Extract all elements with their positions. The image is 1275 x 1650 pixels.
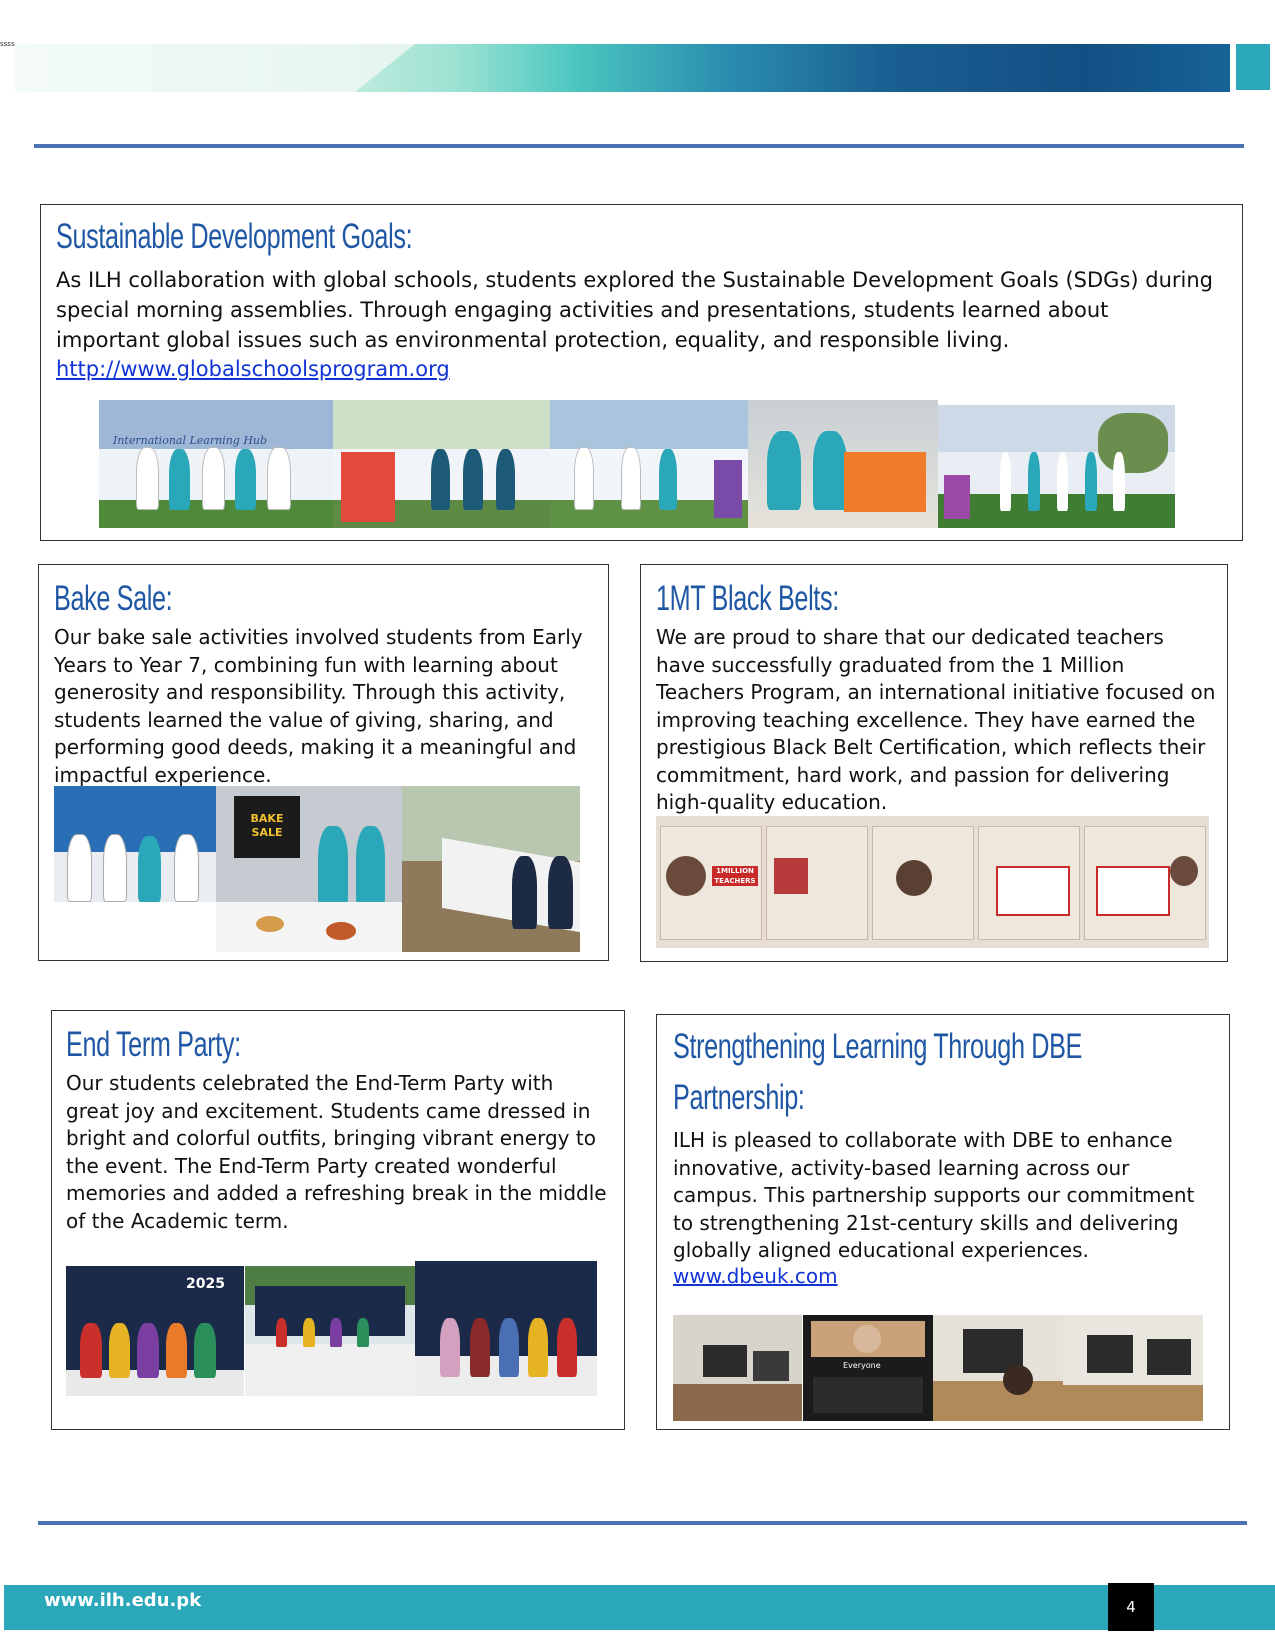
bake-photo-3 bbox=[402, 786, 580, 952]
party-photo-3 bbox=[415, 1261, 597, 1396]
dbe-photo-3 bbox=[933, 1315, 1063, 1421]
million-teachers-badge: 1MILLION TEACHERS bbox=[712, 866, 758, 886]
footer-url[interactable]: www.ilh.edu.pk bbox=[44, 1590, 202, 1611]
bake-sale-text: Our bake sale activities involved students from Early Years to Year 7, combining fun with learning about generosity and responsibility. Through this activity, students learned the value of giving, sharing, and performing good deeds, making it a meaningful and impactful experience. bbox=[54, 625, 583, 787]
sdg-title: Sustainable Development Goals: bbox=[56, 217, 413, 256]
bake-sale-sign: BAKE SALE bbox=[250, 812, 284, 839]
certificates-collage bbox=[656, 816, 1209, 948]
dbe-link[interactable]: www.dbeuk.com bbox=[673, 1264, 838, 1288]
sdg-text: As ILH collaboration with global schools, students explored the Sustainable Development Goals (SDGs) during special morning assemblies. Through engaging activities and presentations, students learned about important global issues such as environmental protection, equality, and responsible living. bbox=[56, 268, 1214, 352]
bake-sale-section bbox=[38, 564, 609, 961]
corner-marks: ssss bbox=[0, 40, 15, 48]
party-photo-1 bbox=[66, 1266, 244, 1396]
header-banner-light bbox=[15, 44, 415, 92]
bake-photo-2 bbox=[216, 786, 402, 952]
bake-sale-title: Bake Sale: bbox=[54, 579, 173, 618]
header-accent-square bbox=[1236, 44, 1270, 90]
black-belts-text: We are proud to share that our dedicated teachers have successfully graduated from the 1 Million Teachers Program, an international initiative focused on improving teaching excellence. They have earned the prestigious Black Belt Certification, which reflects their commitment, hard work, and passion for delivering high-quality education. bbox=[656, 625, 1216, 814]
sdg-photo-4 bbox=[748, 400, 938, 528]
sdg-section bbox=[40, 204, 1243, 541]
end-term-party-section bbox=[51, 1010, 625, 1430]
top-rule bbox=[34, 144, 1244, 148]
party-year: 2025 bbox=[186, 1276, 225, 1292]
sdg-photo-caption: International Learning Hub bbox=[113, 434, 268, 447]
end-term-party-text: Our students celebrated the End-Term Party with great joy and excitement. Students came dressed in bright and colorful outfits, bringing vibrant energy to the event. The End-Term Party created wonderful memories and added a refreshing break in the middle of the Academic term. bbox=[66, 1071, 607, 1233]
dbe-section bbox=[656, 1014, 1230, 1430]
sdg-photo-3 bbox=[550, 400, 748, 528]
dbe-photo-2 bbox=[803, 1315, 933, 1421]
black-belts-title: 1MT Black Belts: bbox=[656, 579, 839, 618]
dbe-photo-4 bbox=[1063, 1315, 1203, 1421]
sdg-photo-2 bbox=[333, 400, 550, 528]
page-number: 4 bbox=[1108, 1583, 1154, 1631]
dbe-title-line2: Partnership: bbox=[673, 1078, 805, 1117]
sdg-link[interactable]: http://www.globalschoolsprogram.org bbox=[56, 357, 450, 381]
dbe-text: ILH is pleased to collaborate with DBE to enhance innovative, activity-based learning across our campus. This partnership supports our commitment to strengthening 21st-century skills and delivering globally aligned educational experiences. bbox=[673, 1128, 1195, 1262]
dbe-title-line1: Strengthening Learning Through DBE bbox=[673, 1027, 1082, 1066]
end-term-party-title: End Term Party: bbox=[66, 1025, 241, 1064]
screen-label: Everyone bbox=[843, 1361, 881, 1370]
sdg-photo-5 bbox=[938, 405, 1175, 528]
bottom-rule bbox=[38, 1521, 1247, 1525]
black-belts-section bbox=[640, 564, 1228, 962]
party-photo-2 bbox=[245, 1266, 415, 1396]
dbe-photo-1 bbox=[673, 1315, 802, 1421]
sdg-photo-1 bbox=[99, 400, 333, 528]
bake-photo-1 bbox=[54, 786, 216, 952]
